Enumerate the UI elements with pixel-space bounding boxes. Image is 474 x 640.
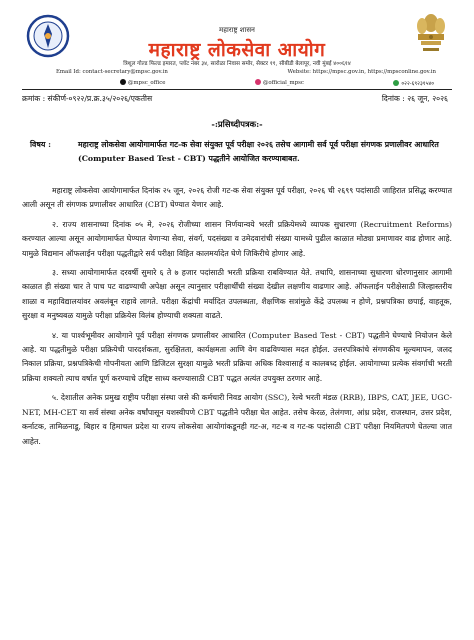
contact-row xyxy=(56,69,436,75)
paragraph: ४. या पार्श्वभूमीवर आयोगाने पूर्व परीक्षा संगणक प्रणालीवर आधारित (Computer Based Test - CBT) पद्धतीने घेण्याचे नियोजन केले आहे. या पद्धतीमुळे परीक्षा प्रक्रियेची पारदर्शकता, सुरक्षितता, कार्यक्षमता आणि वेग वाढविण्यास मदत होईल. उत्तरपत्रिकांचे संगणकीय मूल्यमापन, जलद निकाल प्रक्रिया, प्रश्नपत्रिकेची गोपनीयता आणि डिजिटल सुरक्षा यामुळे भरती प्रक्रिया अधिक विश्वासार्ह व कालबध्द होईल. आयोगाच्या प्रत्येक संवर्गाची भरती प्रक्रिया शक्यतो त्याच वर्षात पूर्ण करण्याचे उद्दिष्ट साध्य करण्यासाठी CBT पद्धत अत्यंत उपयुक्त ठरणार आहे. xyxy=(22,330,452,383)
paragraph: महाराष्ट्र लोकसेवा आयोगामार्फत दिनांक २५ जून, २०२६ रोजी गट-क सेवा संयुक्त पूर्व परीक्षा, २०२६ ची २६९९ पदांसाठी जाहिरात प्रसिद्ध करण्यात आली असून ती संगणक प्रणालीवर आधारित (CBT) घेण्यात येणार आहे. xyxy=(22,186,452,210)
instagram-handle[interactable]: @official_mpsc xyxy=(255,79,304,87)
subject-block xyxy=(30,138,448,165)
reference-line xyxy=(22,94,448,104)
header-divider xyxy=(22,89,452,90)
office-address: त्रिशूल गोल्ड फिल्ड इमारत, प्लॉट नंबर ३४, सारोळा निवास समोर, सेक्टर ११, सीबीडी बेलापूर, नवी मुंबई ४००६१४ xyxy=(123,61,351,67)
paragraph: २. राज्य शासनाच्या दिनांक ०५ मे, २०२६ रोजीच्या शासन निर्णयान्वये भरती प्रक्रियेमध्ये व्यापक सुधारणा (Recruitment Reforms) करण्यात आल्या असून आयोगामार्फत घेण्यात येणाऱ्या सेवा, संवर्ग, पदसंख्या व उमेदवारांची संख्या यामध्ये पुढील काळात मोठ्या प्रमाणावर वाढ होणार आहे. यामुळे विद्यमान ऑफलाईन परीक्षा पद्धतीद्वारे सर्व परीक्षा विहित कालमर्यादेत घेणे जिकिरीचे होणार आहे. xyxy=(22,219,452,258)
website-text[interactable]: Website: https://mpsc.gov.in, https://mpsconline.gov.in xyxy=(287,69,436,75)
subject-text: महाराष्ट्र लोकसेवा आयोगामार्फत गट-क सेवा संयुक्त पूर्व परीक्षा २०२६ तसेच आगामी सर्व पूर्व परीक्षा संगणक प्रणालीवर आधारित (Computer Based Test - CBT) पद्धतीने आयोजित करण्याबाबत. xyxy=(78,140,439,163)
paragraph: ३. सध्या आयोगामार्फत दरवर्षी सुमारे ६ ते ७ हजार पदांसाठी भरती प्रक्रिया राबविण्यात येते. तथापि, शासनाच्या सुधारणा धोरणानुसार आगामी काळात ही संख्या चार ते पाच पट वाढण्याची अपेक्षा असून त्यानुसार परीक्षार्थींची संख्या देखील लक्षणीय वाढणार आहे. ऑफलाईन परीक्षेसाठी जिल्हास्तरीय शाळा व महाविद्यालयांवर अवलंबून राहावे लागते. परीक्षा केंद्रांची मर्यादित उपलब्धता, शैक्षणिक सत्रांमुळे केंद्रे उपलब्ध न होणे, प्रश्नपत्रिका छपाई, वाहतूक, सुरक्षा व मनुष्यबळ यामुळे परीक्षा प्रक्रियेस विलंब होण्याची शक्यता वाढते. xyxy=(22,268,452,321)
reference-date: दिनांक : २६ जून, २०२६ xyxy=(381,94,448,103)
email-text[interactable]: Email Id: contact-secretary@mpsc.gov.in xyxy=(56,69,168,75)
subject-label: विषय : xyxy=(30,140,51,149)
page-title: महाराष्ट्र लोकसेवा आयोग xyxy=(148,39,326,61)
instagram-icon xyxy=(255,79,261,85)
reference-number: क्रमांक : संकीर्ण-०९२२/प्र.क्र.३५/२०२६/एकतीस xyxy=(22,94,153,103)
paragraph: ५. देशातील अनेक प्रमुख राष्ट्रीय परीक्षा संस्था जसे की कर्मचारी निवड आयोग (SSC), रेल्वे भरती मंडळ (RRB), IBPS, CAT, JEE, UGC-NET, MH-CET या सर्व संस्था अनेक वर्षांपासून यशस्वीपणे CBT पद्धतीने परीक्षा घेत आहेत. तसेच केरळ, तेलंगणा, आंध्र प्रदेश, राजस्थान, उत्तर प्रदेश, कर्नाटक, तामिळनाडू, बिहार व हिमाचल प्रदेश या राज्य लोकसेवा आयोगांकडूनही गट-अ, गट-ब व गट-क पदांसाठी CBT परीक्षा नियमितपणे घेतल्या जात आहेत. xyxy=(22,393,452,446)
social-row xyxy=(120,79,434,87)
x-handle[interactable]: @mpsc_office xyxy=(120,79,165,87)
x-logo-icon xyxy=(120,79,126,85)
phone-icon xyxy=(393,80,399,86)
phone-number[interactable]: ०२२-६९२३१५४० xyxy=(393,79,434,87)
government-label: महाराष्ट्र शासन xyxy=(219,26,255,34)
press-release-heading: -:प्रसिध्दीपत्रक:- xyxy=(211,119,263,129)
body-text xyxy=(22,184,452,454)
